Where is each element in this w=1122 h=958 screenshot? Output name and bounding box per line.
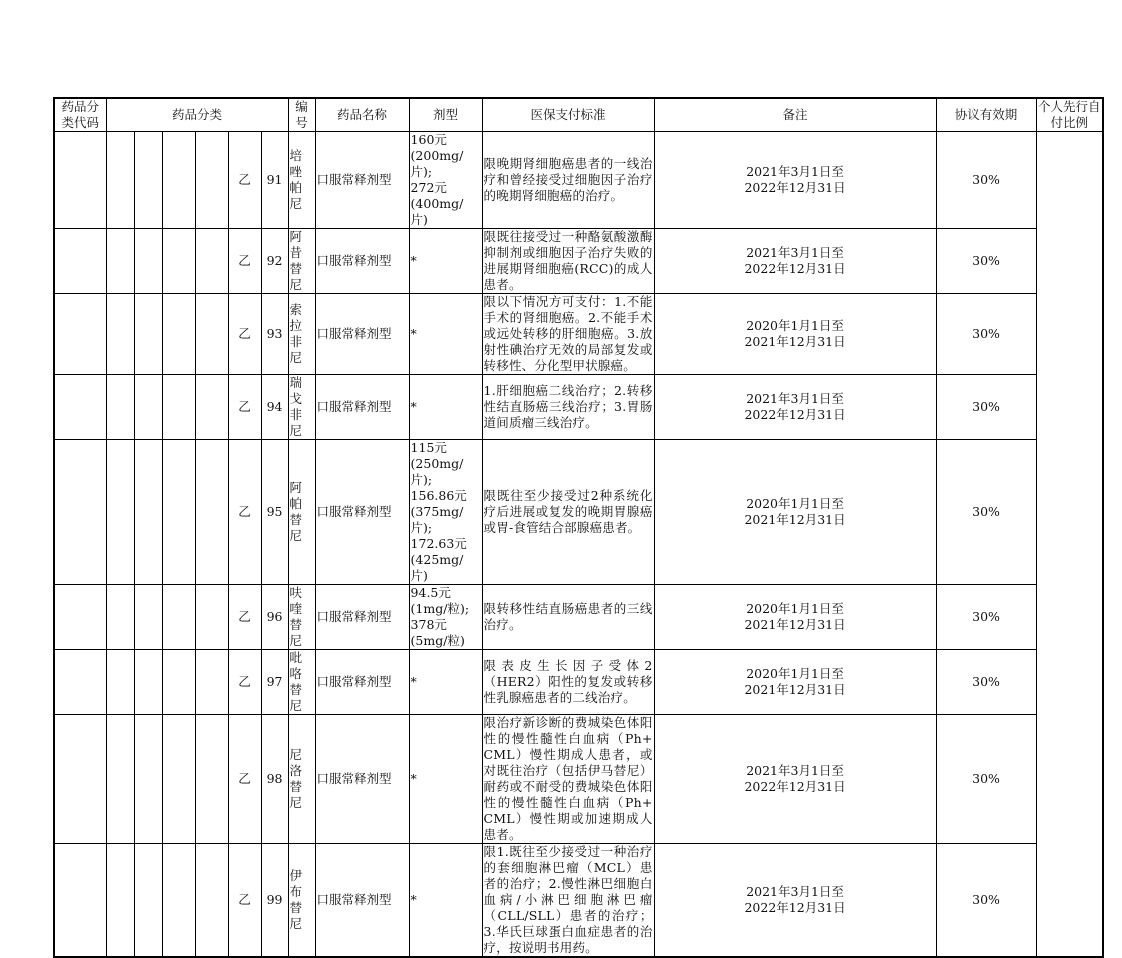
dosage-form-cell: 口服常释剂型 <box>315 715 409 844</box>
payment-standard-cell: 115元(250mg/片); 156.86元(375mg/片); 172.63元(425mg/片) <box>409 440 482 585</box>
self-pay-ratio-cell: 30% <box>936 585 1036 650</box>
category-cell <box>54 375 106 440</box>
category-cell <box>195 650 228 715</box>
category-cell <box>162 294 195 375</box>
drug-name-cell: 索拉非尼 <box>288 294 315 375</box>
category-cell <box>195 440 228 585</box>
validity-period-cell: 2021年3月1日至 2022年12月31日 <box>654 229 936 294</box>
category-cell <box>195 375 228 440</box>
category-cell <box>134 229 162 294</box>
validity-period-cell: 2021年3月1日至 2022年12月31日 <box>654 375 936 440</box>
table-row <box>54 294 1103 375</box>
drug-number-cell: 95 <box>261 440 288 585</box>
drug-name-cell: 伊布替尼 <box>288 844 315 958</box>
header-code: 药品分类代码 <box>54 98 106 132</box>
category-cell <box>134 294 162 375</box>
header-dosage: 剂型 <box>409 98 482 132</box>
category-cell <box>162 440 195 585</box>
category-cell <box>162 585 195 650</box>
drug-class-cell: 乙 <box>228 294 261 375</box>
drug-name-cell: 呋喹替尼 <box>288 585 315 650</box>
category-cell <box>134 585 162 650</box>
category-cell <box>54 844 106 958</box>
remark-cell: 限以下情况方可支付：1.不能手术的肾细胞癌。2.不能手术或远处转移的肝细胞癌。3.放射性碘治疗无效的局部复发或转移性、分化型甲状腺癌。 <box>483 294 653 373</box>
drug-class-cell: 乙 <box>228 715 261 844</box>
category-cell <box>195 715 228 844</box>
dosage-form-cell: 口服常释剂型 <box>315 132 409 229</box>
drug-name-cell: 培唑帕尼 <box>288 132 315 229</box>
self-pay-ratio-cell: 30% <box>936 715 1036 844</box>
payment-standard-cell: * <box>409 715 482 844</box>
drug-number-cell: 92 <box>261 229 288 294</box>
dosage-form-cell: 口服常释剂型 <box>315 844 409 958</box>
payment-standard-cell: * <box>409 650 482 715</box>
self-pay-ratio-cell: 30% <box>936 229 1036 294</box>
dosage-form-cell: 口服常释剂型 <box>315 375 409 440</box>
dosage-form-cell: 口服常释剂型 <box>315 650 409 715</box>
category-cell <box>195 132 228 229</box>
drug-catalog-table <box>53 97 1104 958</box>
dosage-form-cell: 口服常释剂型 <box>315 440 409 585</box>
header-validity: 协议有效期 <box>936 98 1036 132</box>
category-cell <box>106 375 134 440</box>
category-cell <box>106 715 134 844</box>
header-remark: 备注 <box>654 98 936 132</box>
category-cell <box>134 132 162 229</box>
drug-class-cell: 乙 <box>228 650 261 715</box>
validity-period-cell: 2020年1月1日至 2021年12月31日 <box>654 440 936 585</box>
category-cell <box>134 650 162 715</box>
category-cell <box>162 650 195 715</box>
category-cell <box>54 715 106 844</box>
payment-standard-cell: * <box>409 294 482 375</box>
category-cell <box>195 844 228 958</box>
drug-class-cell: 乙 <box>228 229 261 294</box>
drug-name-cell: 吡咯替尼 <box>288 650 315 715</box>
category-cell <box>54 440 106 585</box>
document-page <box>53 97 1101 958</box>
table-row <box>54 650 1103 715</box>
self-pay-ratio-cell: 30% <box>936 440 1036 585</box>
validity-period-cell: 2020年1月1日至 2021年12月31日 <box>654 294 936 375</box>
drug-number-cell: 97 <box>261 650 288 715</box>
dosage-form-cell: 口服常释剂型 <box>315 294 409 375</box>
drug-name-cell: 阿帕替尼 <box>288 440 315 585</box>
category-cell <box>106 650 134 715</box>
header-category: 药品分类 <box>106 98 288 132</box>
category-cell <box>54 294 106 375</box>
payment-standard-cell: 160元(200mg/片); 272元(400mg/片) <box>409 132 482 229</box>
table-row <box>54 229 1103 294</box>
drug-number-cell: 91 <box>261 132 288 229</box>
drug-class-cell: 乙 <box>228 585 261 650</box>
category-cell <box>195 294 228 375</box>
table-row <box>54 585 1103 650</box>
category-cell <box>162 715 195 844</box>
remark-cell: 限既往接受过一种酪氨酸激酶抑制剂或细胞因子治疗失败的进展期肾细胞癌(RCC)的成人患者。 <box>483 229 653 292</box>
drug-name-cell: 阿昔替尼 <box>288 229 315 294</box>
validity-period-cell: 2021年3月1日至 2022年12月31日 <box>654 844 936 958</box>
validity-period-cell: 2020年1月1日至 2021年12月31日 <box>654 650 936 715</box>
remark-cell: 1.肝细胞癌二线治疗；2.转移性结直肠癌三线治疗；3.胃肠道间质瘤三线治疗。 <box>482 375 654 440</box>
table-row <box>54 132 1103 229</box>
category-cell <box>106 132 134 229</box>
category-cell <box>106 585 134 650</box>
drug-name-cell: 尼洛替尼 <box>288 715 315 844</box>
category-cell <box>195 229 228 294</box>
self-pay-ratio-cell: 30% <box>936 650 1036 715</box>
category-cell <box>162 132 195 229</box>
category-cell <box>162 229 195 294</box>
drug-class-cell: 乙 <box>228 375 261 440</box>
table-row <box>54 375 1103 440</box>
validity-period-cell: 2021年3月1日至 2022年12月31日 <box>654 715 936 844</box>
header-ratio: 个人先行自付比例 <box>1036 98 1103 132</box>
drug-number-cell: 93 <box>261 294 288 375</box>
self-pay-ratio-cell: 30% <box>936 375 1036 440</box>
remark-cell: 限表皮生长因子受体2（HER2）阳性的复发或转移性乳腺癌患者的二线治疗。 <box>482 650 654 715</box>
category-cell <box>162 844 195 958</box>
self-pay-ratio-cell: 30% <box>936 294 1036 375</box>
table-body <box>54 132 1103 958</box>
remark-cell: 限转移性结直肠癌患者的三线治疗。 <box>482 585 654 650</box>
table-row <box>54 440 1103 585</box>
category-cell <box>106 229 134 294</box>
header-standard: 医保支付标准 <box>482 98 654 132</box>
remark-cell: 限晚期肾细胞癌患者的一线治疗和曾经接受过细胞因子治疗的晚期肾细胞癌的治疗。 <box>482 132 654 229</box>
payment-standard-cell: * <box>409 844 482 958</box>
category-cell <box>54 650 106 715</box>
category-cell <box>54 132 106 229</box>
dosage-form-cell: 口服常释剂型 <box>315 585 409 650</box>
header-name: 药品名称 <box>315 98 409 132</box>
table-header-row <box>54 98 1103 132</box>
category-cell <box>106 294 134 375</box>
category-cell <box>195 585 228 650</box>
drug-number-cell: 96 <box>261 585 288 650</box>
category-cell <box>162 375 195 440</box>
table-row <box>54 715 1103 844</box>
drug-class-cell: 乙 <box>228 844 261 958</box>
validity-period-cell: 2021年3月1日至 2022年12月31日 <box>654 132 936 229</box>
self-pay-ratio-cell: 30% <box>936 844 1036 958</box>
validity-period-cell: 2020年1月1日至 2021年12月31日 <box>654 585 936 650</box>
category-cell <box>54 229 106 294</box>
category-cell <box>134 440 162 585</box>
payment-standard-cell: * <box>409 229 482 294</box>
drug-class-cell: 乙 <box>228 132 261 229</box>
drug-class-cell: 乙 <box>228 440 261 585</box>
remark-cell: 限既往至少接受过2种系统化疗后进展或复发的晚期胃腺癌或胃-食管结合部腺癌患者。 <box>482 440 654 585</box>
drug-number-cell: 99 <box>261 844 288 958</box>
remark-cell: 限治疗新诊断的费城染色体阳性的慢性髓性白血病（Ph+ CML）慢性期成人患者，或对既往治疗（包括伊马替尼）耐药或不耐受的费城染色体阳性的慢性髓性白血病（Ph+ CML）慢性期或加速期成人患者。 <box>483 715 653 842</box>
payment-standard-cell: 94.5元(1mg/粒); 378元(5mg/粒) <box>409 585 482 650</box>
table-row <box>54 844 1103 958</box>
category-cell <box>134 715 162 844</box>
category-cell <box>134 375 162 440</box>
category-cell <box>54 585 106 650</box>
self-pay-ratio-cell: 30% <box>936 132 1036 229</box>
drug-number-cell: 94 <box>261 375 288 440</box>
remark-cell: 限1.既往至少接受过一种治疗的套细胞淋巴瘤（MCL）患者的治疗；2.慢性淋巴细胞白血病/小淋巴细胞淋巴瘤（CLL/SLL）患者的治疗；3.华氏巨球蛋白血症患者的治疗，按说明书用药。 <box>483 844 653 955</box>
dosage-form-cell: 口服常释剂型 <box>315 229 409 294</box>
payment-standard-cell: * <box>409 375 482 440</box>
category-cell <box>106 844 134 958</box>
category-cell <box>134 844 162 958</box>
header-number: 编号 <box>288 98 315 132</box>
drug-name-cell: 瑞戈非尼 <box>288 375 315 440</box>
drug-number-cell: 98 <box>261 715 288 844</box>
category-cell <box>106 440 134 585</box>
